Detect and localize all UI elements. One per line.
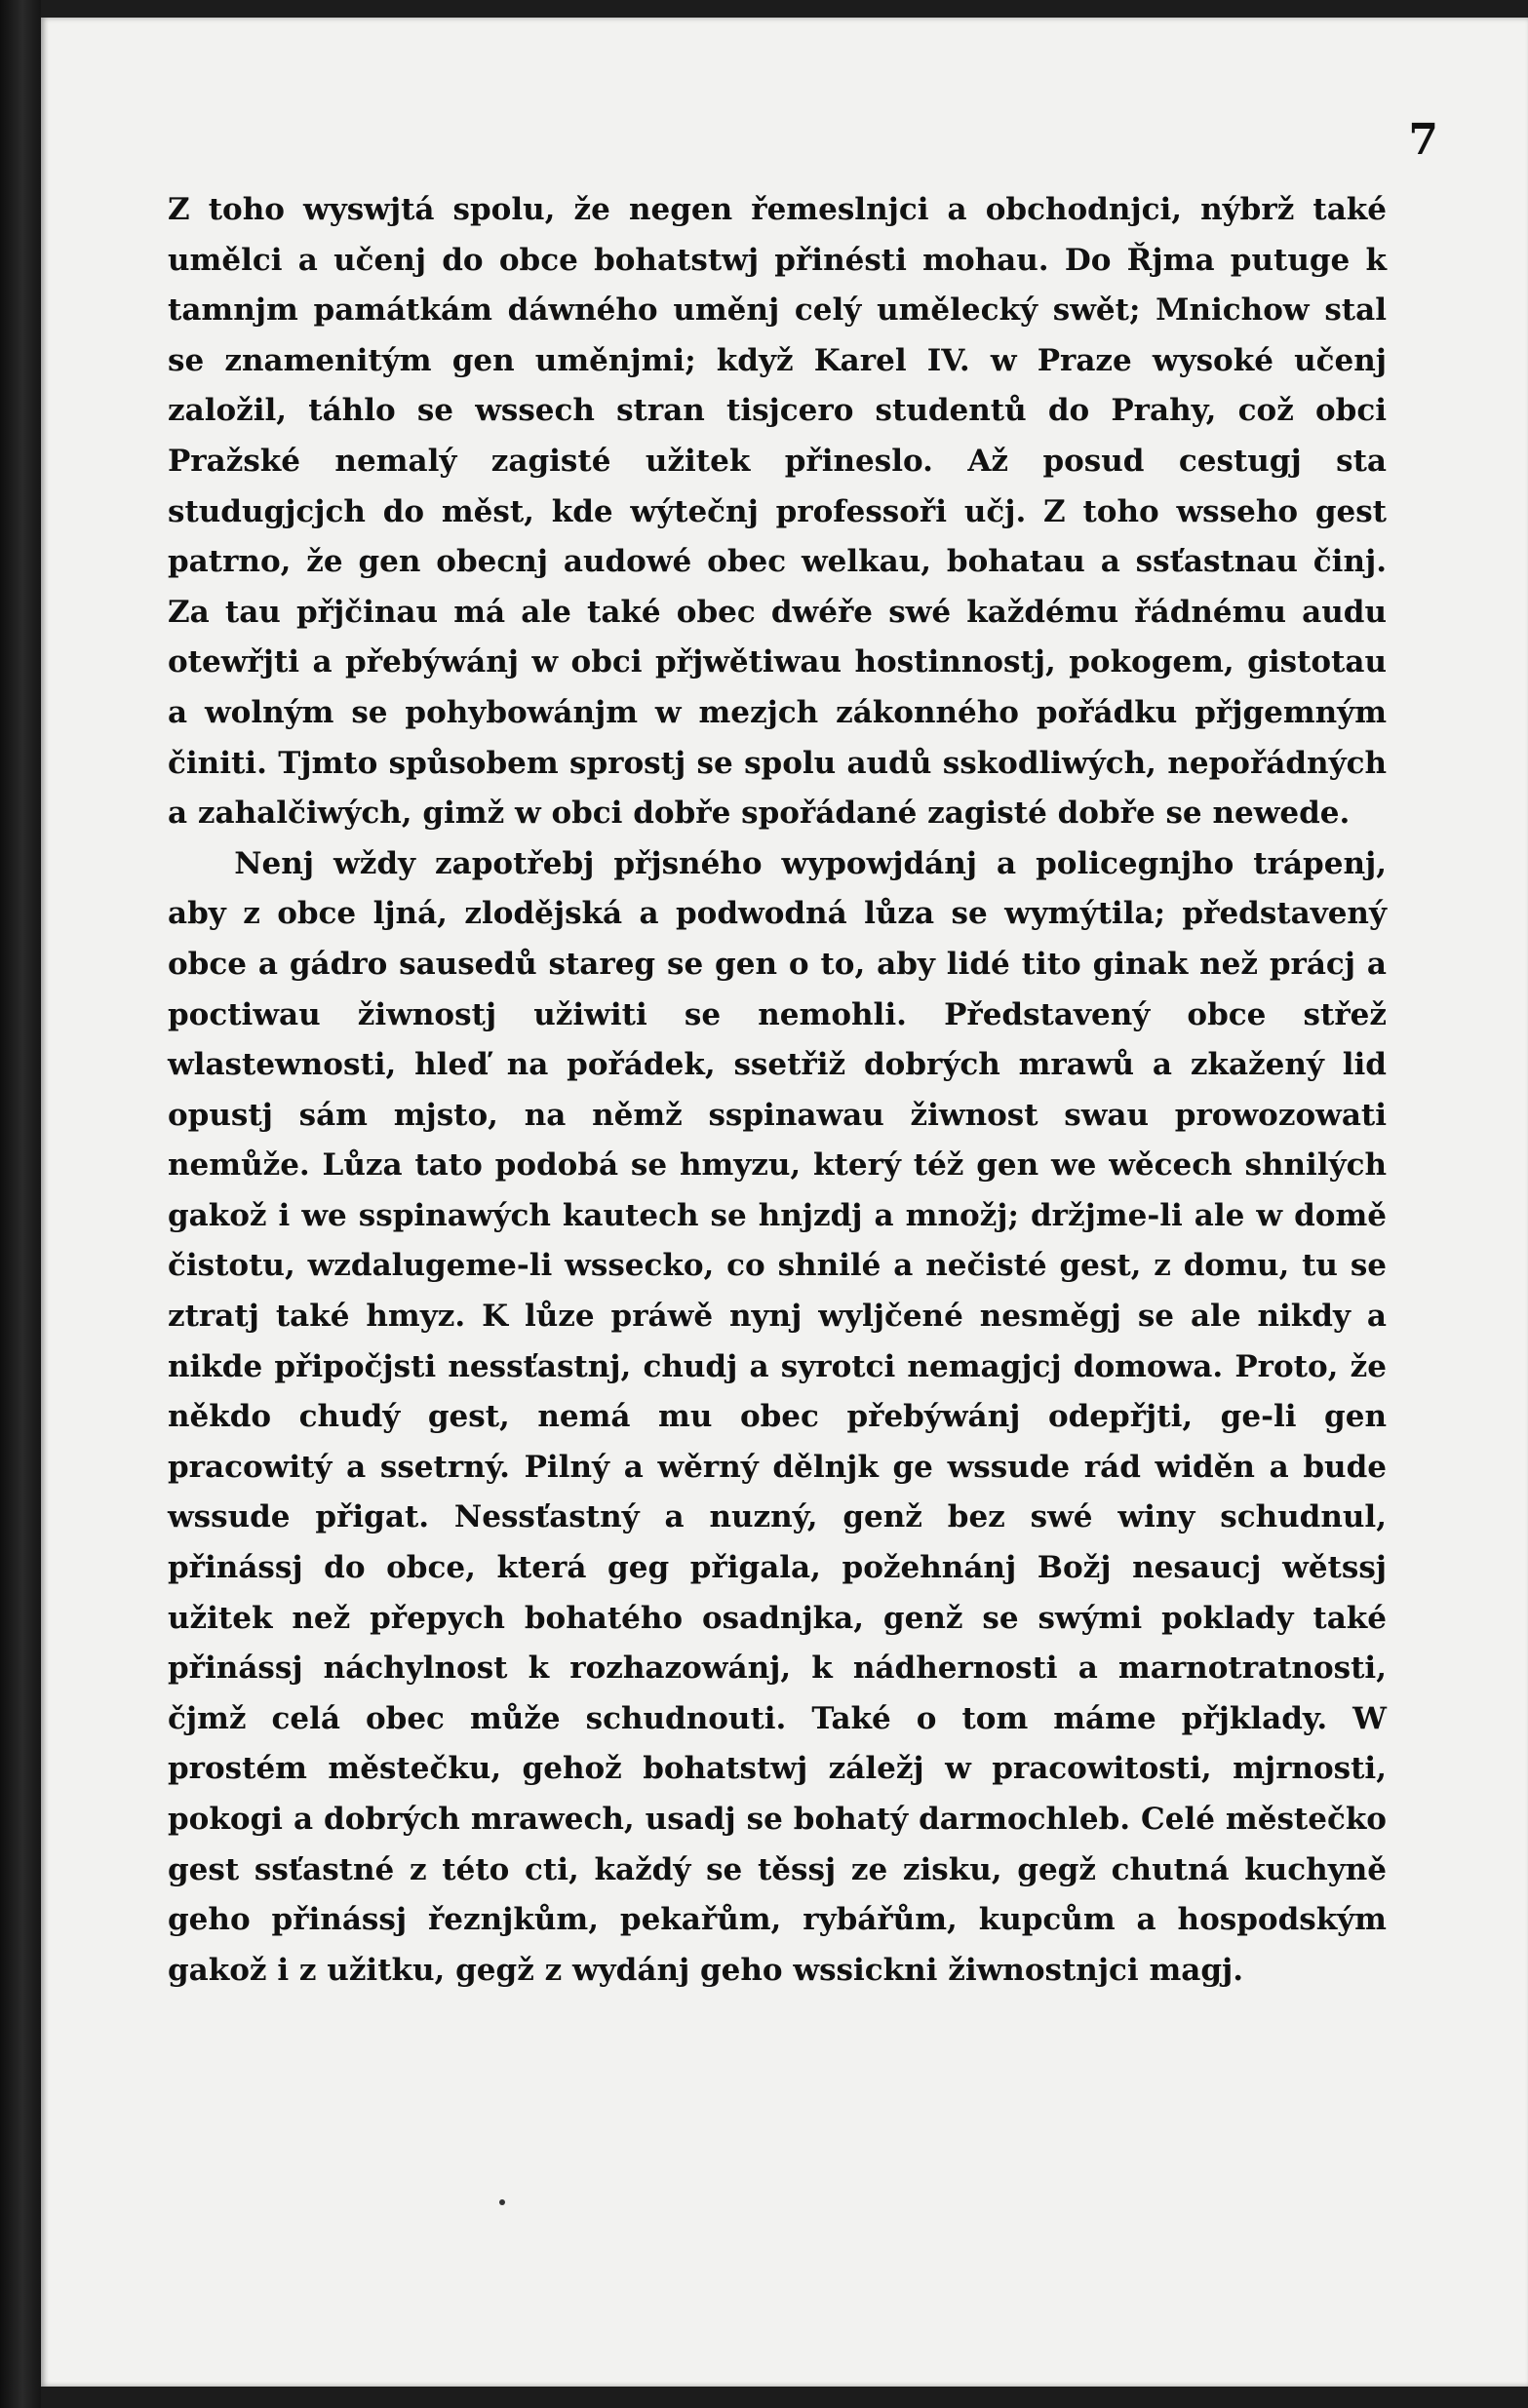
paragraph-1: Z toho wyswjtá spolu, že negen řemeslnjci a obchodnjci, nýbrž také umělci a učenj do obce bohatstwj přinésti mohau. Do Řjma putuge k tamnjm památkám dáwného uměnj celý umělecký swět; Mnichow stal se znamenitým gen uměnjmi; když Karel IV. w Praze wysoké učenj založil, táhlo se wssech stran tisjcero studentů do Prahy, což obci Pražské nemalý zagisté užitek přineslo. Až posud cestugj sta studugjcjch do měst, kde wýtečnj professoři učj. Z toho wsseho gest patrno, že gen obecnj audowé obec welkau, bohatau a ssťastnau činj. Za tau přjčinau má ale také obec dwéře swé každému řádnému audu otewřjti a přebýwánj w obci přjwětiwau hostinnostj, pokogem, gistotau a wolným se pohybowánjm w mezjch zákonného pořádku přjgemným činiti. Tjmto spůsobem sprostj se spolu audů sskodliwých, nepořádných a zahalčiwých, gimž w obci dobře spořádané zagisté dobře se newede. — [168, 192, 1387, 832]
book-page — [41, 18, 1528, 2387]
book-gutter-edge — [0, 0, 41, 2408]
body-text — [168, 185, 1387, 1996]
page-number: 7 — [1408, 115, 1438, 165]
paragraph-2: Nenj wždy zapotřebj přjsného wypowjdánj a policegnjho trápenj, aby z obce ljná, zlodějská a podwodná lůza se wymýtila; představený obce a gádro sausedů stareg se gen o to, aby lidé tito ginak než prácj a poctiwau žiwnostj užiwiti se nemohli. Představený obce střež wlastewnosti, hleď na pořádek, ssetřiž dobrých mrawů a zkažený lid opustj sám mjsto, na němž sspinawau žiwnost swau prowozowati nemůže. Lůza tato podobá se hmyzu, který též gen we wěcech shnilých gakož i we sspinawých kautech se hnjzdj a množj; držjme-li ale w domě čistotu, wzdalugeme-li wssecko, co shnilé a nečisté gest, z domu, tu se ztratj také hmyz. K lůze práwě nynj wyljčené nesměgj se ale nikdy a nikde připočjsti nessťastnj, chudj a syrotci nemagjcj domowa. Proto, že někdo chudý gest, nemá mu obec přebýwánj odepřjti, ge-li gen pracowitý a ssetrný. Pilný a wěrný dělnjk ge wssude rád widěn a bude wssude přigat. Nessťastný a nuzný, genž bez swé winy schudnul, přinássj do obce, která geg přigala, požehnánj Božj nesaucj wětssj užitek než přepych bohatého osadnjka, genž se swými poklady také přinássj náchylnost k rozhazowánj, k nádhernosti a marnotratnosti, čjmž celá obec může schudnouti. Také o tom máme přjklady. W prostém městečku, gehož bohatstwj záležj w pracowitosti, mjrnosti, pokogi a dobrých mrawech, usadj se bohatý darmochleb. Celé městečko gest ssťastné z této cti, každý se těssj ze zisku, gegž chutná kuchyně geho přinássj řeznjkům, pekařům, rybářům, kupcům a hospodským gakož i z užitku, gegž z wydánj geho wssickni žiwnostnjci magj. — [168, 845, 1387, 1988]
ink-speck — [499, 2199, 505, 2205]
